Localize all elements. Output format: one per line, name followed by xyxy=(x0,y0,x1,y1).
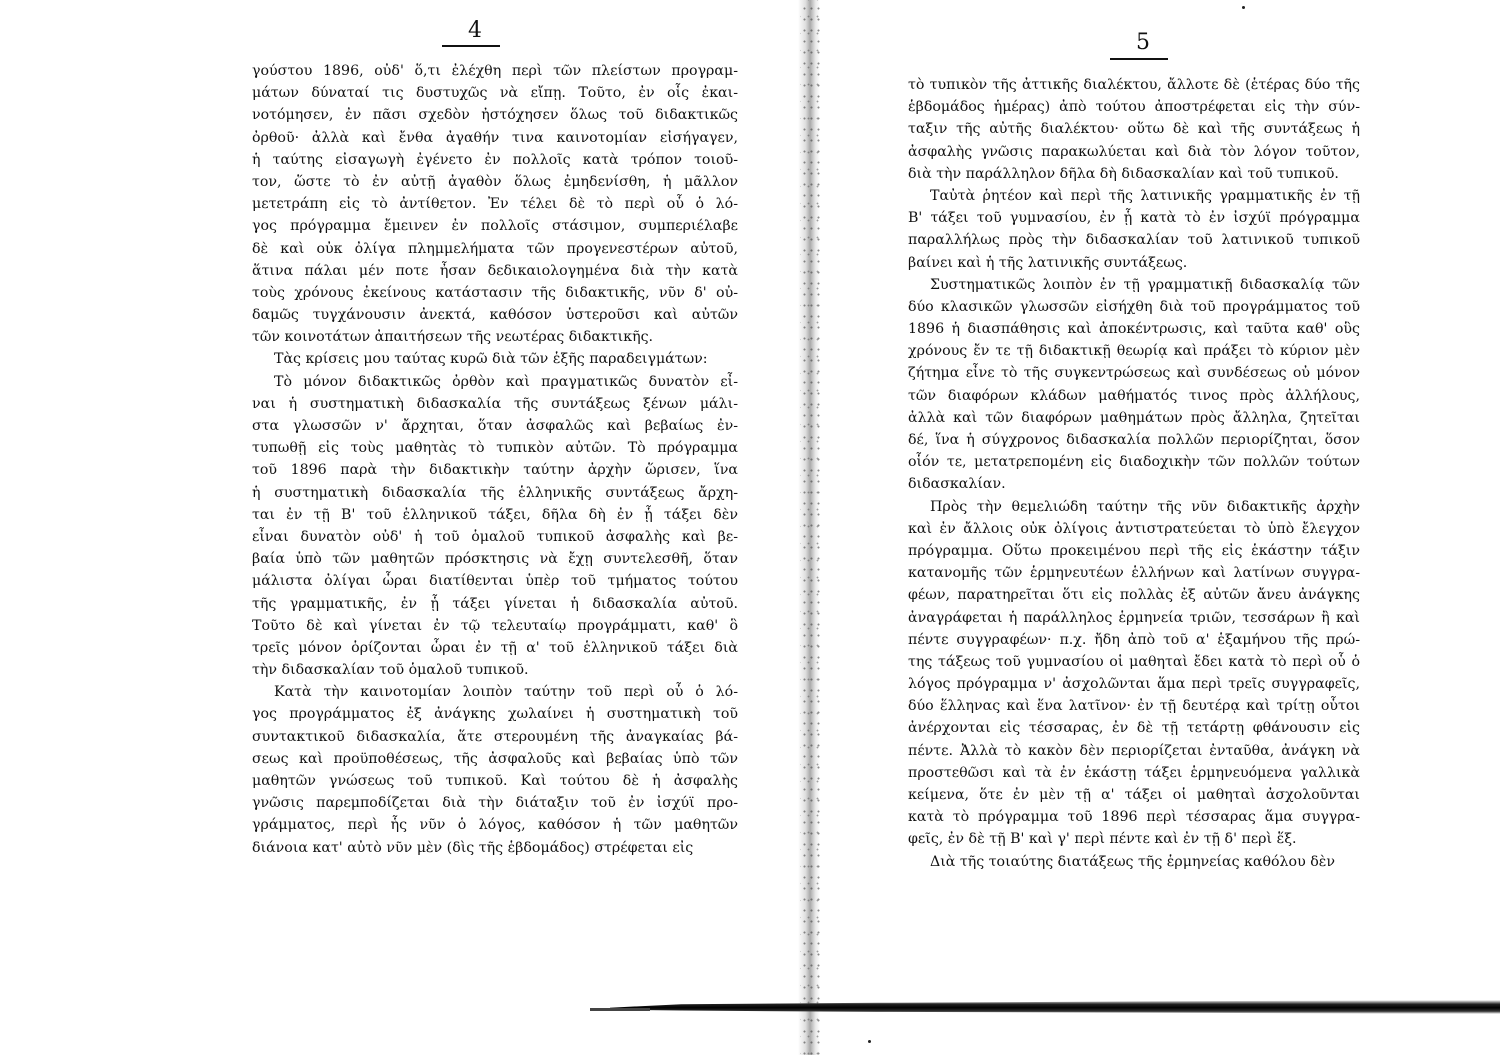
text-line: φεῖς, ἐν δὲ τῇ Β' καὶ γ' περὶ πέντε καὶ ἐν τῇ δ' περὶ ἕξ. xyxy=(908,831,1297,848)
text-line: διάνοια κατ' αὐτὸ νῦν μὲν (δὶς τῆς ἑβδομάδος) στρέφεται εἰς xyxy=(252,839,694,856)
text-line: ἀναγράφεται ἡ παράλληλος ἑρμηνεία τριῶν, τεσσάρων ἢ καὶ xyxy=(908,609,1360,626)
text-line: γος πρόγραμμα ἔμεινεν ἐν πολλοῖς στάσιμον, συμπεριέλαβε xyxy=(252,218,738,235)
text-line: κατανομῆς τῶν ἑρμηνευτέων ἑλλήνων καὶ λατίνων συγγρα- xyxy=(908,565,1360,582)
text-line: τρεῖς μόνον ὁρίζονται ὧραι ἐν τῇ α' τοῦ ἑλληνικοῦ τάξει διὰ xyxy=(252,639,738,656)
text-line: Τὸ μόνον διδακτικῶς ὀρθὸν καὶ πραγματικῶς δυνατὸν εἶ- xyxy=(274,373,738,390)
text-line: μάτων δύναταί τις δυστυχῶς νὰ εἴπῃ. Τοῦτο, ἐν οἷς ἐκαι- xyxy=(252,85,738,102)
text-line: τῶν κοινοτάτων ἀπαιτήσεων τῆς νεωτέρας διδακτικῆς. xyxy=(252,329,654,346)
text-line: γούστου 1896, οὐδ' ὅ,τι ἐλέχθη περὶ τῶν πλείστων προγραμ- xyxy=(252,63,738,79)
text-line: ἅτινα πάλαι μέν ποτε ἦσαν δεδικαιολογημένα διὰ τὴν κατὰ xyxy=(252,262,738,279)
text-line: Διὰ τῆς τοιαύτης διατάξεως τῆς ἑρμηνείας καθόλου δὲν xyxy=(930,853,1336,870)
text-line: τῶν διαφόρων κλάδων μαθήματός τινος πρὸς ἀλλήλους, xyxy=(908,387,1360,404)
text-line: πέντε συγγραφέων· π.χ. ἤδη ἀπὸ τοῦ α' ἑξαμήνου τῆς πρώ- xyxy=(908,631,1360,648)
text-line: ἀνέρχονται εἰς τέσσαρας, ἐν δὲ τῇ τετάρτῃ φθάνουσιν εἰς xyxy=(908,720,1360,737)
text-line: ἀσφαλὴς γνῶσις παρακωλύεται καὶ διὰ τὸν λόγον τοῦτον, xyxy=(908,143,1360,160)
text-line: μαθητῶν γνώσεως τοῦ τυπικοῦ. Καὶ τούτου δὲ ἡ ἀσφαλὴς xyxy=(252,773,738,789)
text-line: πρόγραμμα. Οὕτω προκειμένου περὶ τῆς εἰς ἑκάστην τάξιν xyxy=(908,542,1360,559)
page-number-rule-left xyxy=(442,45,500,47)
text-line: παραλλήλως πρὸς τὴν διδασκαλίαν τοῦ λατινικοῦ τυπικοῦ xyxy=(908,232,1360,249)
text-line: διὰ τὴν παράλληλον δῆλα δὴ διδασκαλίαν καὶ τοῦ τυπικοῦ. xyxy=(908,165,1339,182)
text-line: στα γλωσσῶν ν' ἄρχηται, ὅταν ἀσφαλῶς καὶ βεβαίως ἐν- xyxy=(252,418,738,434)
text-line: Κατὰ τὴν καινοτομίαν λοιπὸν ταύτην τοῦ περὶ οὗ ὁ λό- xyxy=(274,684,738,701)
text-line: δαμῶς τυγχάνουσιν ἀνεκτά, καθόσον ὑστεροῦσι καὶ αὐτῶν xyxy=(252,307,738,324)
gutter-scan-noise xyxy=(800,0,820,1055)
page-number-rule-right xyxy=(1110,58,1168,60)
text-line: βαίνει καὶ ἡ τῆς λατινικῆς συντάξεως. xyxy=(908,254,1188,271)
text-line: τον, ὥστε τὸ ἐν αὐτῇ ἀγαθὸν ὅλως ἐμηδενίσθη, ἡ μᾶλλον xyxy=(252,173,738,190)
text-line: Τοῦτο δὲ καὶ γίνεται ἐν τῷ τελευταίῳ προγράμματι, καθ' ὃ xyxy=(252,617,738,634)
right-page xyxy=(820,0,1500,1055)
text-line: μετετράπη εἰς τὸ ἀντίθετον. Ἐν τέλει δὲ τὸ περὶ οὗ ὁ λό- xyxy=(252,196,738,213)
text-line: γράμματος, περὶ ἧς νῦν ὁ λόγος, καθόσον ἡ τῶν μαθητῶν xyxy=(252,817,738,834)
text-line: χρόνους ἔν τε τῇ διδακτικῇ θεωρίᾳ καὶ πράξει τὸ κύριον μὲν xyxy=(908,343,1360,360)
text-line: εἶναι δυνατὸν οὐδ' ἡ τοῦ ὁμαλοῦ τυπικοῦ ἀσφαλὴς καὶ βε- xyxy=(252,528,738,545)
text-line: δύο ἕλληνας καὶ ἕνα λατῖνον· ἐν τῇ δευτέρᾳ καὶ τρίτῃ οὗτοι xyxy=(908,698,1360,715)
text-line: ἀλλὰ καὶ τῶν διαφόρων μαθημάτων πρὸς ἄλληλα, ζητεῖται xyxy=(908,409,1360,426)
text-line: νοτόμησεν, ἐν πᾶσι σχεδὸν ἠστόχησεν ὅλως τοῦ διδακτικῶς xyxy=(252,107,738,124)
text-line: δὲ καὶ οὐκ ὀλίγα πλημμελήματα τῶν προγενεστέρων αὐτοῦ, xyxy=(252,240,738,257)
text-line: Ταὐτὰ ῥητέον καὶ περὶ τῆς λατινικῆς γραμματικῆς ἐν τῇ xyxy=(930,187,1360,204)
text-line: τοὺς χρόνους ἐκείνους κατάστασιν τῆς διδακτικῆς, νῦν δ' οὐ- xyxy=(252,284,738,301)
text-line: τὴν διδασκαλίαν τοῦ ὁμαλοῦ τυπικοῦ. xyxy=(252,662,529,679)
page-number-left: 4 xyxy=(468,18,483,43)
text-line: ται ἐν τῇ Β' τοῦ ἑλληνικοῦ τάξει, δῆλα δὴ ἐν ᾗ τάξει δὲν xyxy=(252,506,738,523)
text-line: Β' τάξει τοῦ γυμνασίου, ἐν ᾗ κατὰ τὸ ἐν ἰσχύϊ πρόγραμμα xyxy=(908,210,1360,227)
left-page-text xyxy=(252,60,738,859)
right-page-text xyxy=(908,74,1360,873)
text-line: τοῦ 1896 παρὰ τὴν διδακτικὴν ταύτην ἀρχὴν ὥρισεν, ἵνα xyxy=(252,462,738,479)
text-line: 1896 ἡ διασπάθησις καὶ ἀποκέντρωσις, καὶ ταῦτα καθ' οὓς xyxy=(908,321,1360,338)
text-line: καὶ ἐν ἄλλοις οὐκ ὀλίγοις ἀντιστρατεύεται τὸ ὑπὸ ἔλεγχον xyxy=(908,520,1360,537)
text-line: Συστηματικῶς λοιπὸν ἐν τῇ γραμματικῇ διδασκαλίᾳ τῶν xyxy=(930,276,1360,293)
text-line: πέντε. Ἀλλὰ τὸ κακὸν δὲν περιορίζεται ἐνταῦθα, ἀνάγκη νὰ xyxy=(908,742,1360,759)
text-line: μάλιστα ὀλίγαι ὧραι διατίθενται ὑπὲρ τοῦ τμήματος τούτου xyxy=(252,573,738,590)
text-line: βαία ὑπὸ τῶν μαθητῶν πρόσκτησις νὰ ἔχῃ συντελεσθῆ, ὅταν xyxy=(252,551,738,568)
text-line: ἡ ταύτης εἰσαγωγὴ ἐγένετο ἐν πολλοῖς κατὰ τρόπον τοιοῦ- xyxy=(252,151,738,168)
text-line: τὸ τυπικὸν τῆς ἀττικῆς διαλέκτου, ἄλλοτε δὲ (ἑτέρας δύο τῆς xyxy=(908,77,1360,93)
scan-speck xyxy=(868,1040,871,1043)
text-line: της τάξεως τοῦ γυμνασίου οἱ μαθηταὶ ἔδει κατὰ τὸ περὶ οὗ ὁ xyxy=(908,653,1360,670)
text-line: διδασκαλίαν. xyxy=(908,476,1006,493)
text-line: ἑβδομάδος ἡμέρας) ἀπὸ τούτου ἀποστρέφεται εἰς τὴν σύν- xyxy=(908,99,1360,116)
text-line: ταξιν τῆς αὐτῆς διαλέκτου· οὕτω δὲ καὶ τῆς συντάξεως ἡ xyxy=(908,121,1360,138)
text-line: τυπωθῇ εἰς τοὺς μαθητὰς τὸ τυπικὸν αὐτῶν. Τὸ πρόγραμμα xyxy=(252,440,738,457)
text-line: τῆς γραμματικῆς, ἐν ᾗ τάξει γίνεται ἡ διδασκαλία αὐτοῦ. xyxy=(252,595,738,612)
text-line: ναι ἡ συστηματικὴ διδασκαλία τῆς συντάξεως ξένων μάλι- xyxy=(252,395,738,412)
text-line: κείμενα, ὅτε ἐν μὲν τῇ α' τάξει οἱ μαθηταὶ ἀσχολοῦνται xyxy=(908,787,1360,803)
scan-bottom-edge-line xyxy=(590,1008,650,1011)
scan-speck xyxy=(1242,6,1245,9)
text-line: κατὰ τὸ πρόγραμμα τοῦ 1896 περὶ τέσσαρας ἅμα συγγρα- xyxy=(908,809,1360,826)
text-line: ζήτημα εἶνε τὸ τῆς συγκεντρώσεως καὶ συνδέσεως οὐ μόνον xyxy=(908,365,1360,382)
text-line: ὀρθοῦ· ἀλλὰ καὶ ἔνθα ἀγαθήν τινα καινοτομίαν εἰσήγαγεν, xyxy=(252,129,738,146)
text-line: λόγος πρόγραμμα ν' ἀσχολῶνται ἅμα περὶ τρεῖς συγγραφεῖς, xyxy=(908,676,1360,693)
text-line: γνῶσις παρεμποδίζεται διὰ τὴν διάταξιν τοῦ ἐν ἰσχύϊ προ- xyxy=(252,795,738,812)
page-number-right: 5 xyxy=(1136,30,1151,55)
text-line: φέων, παρατηρεῖται ὅτι εἰς πολλὰς ἐξ αὐτῶν ἄνευ ἀνάγκης xyxy=(908,587,1360,604)
text-line: συντακτικοῦ διδασκαλία, ἅτε στερουμένη τῆς ἀναγκαίας βά- xyxy=(252,728,738,745)
text-line: Πρὸς τὴν θεμελιώδη ταύτην τῆς νῦν διδακτικῆς ἀρχὴν xyxy=(930,498,1360,515)
text-line: σεως καὶ προϋποθέσεως, τῆς ἀσφαλοῦς καὶ βεβαίας ὑπὸ τῶν xyxy=(252,750,738,767)
text-line: οἷόν τε, μετατρεπομένη εἰς διαδοχικὴν τῶν πολλῶν τούτων xyxy=(908,454,1360,471)
text-line: ἡ συστηματικὴ διδασκαλία τῆς ἑλληνικῆς συντάξεως ἄρχη- xyxy=(252,484,738,501)
text-line: δέ, ἵνα ἡ σύγχρονος διδασκαλία πολλῶν περιορίζηται, ὅσον xyxy=(908,432,1360,448)
text-line: Τὰς κρίσεις μου ταύτας κυρῶ διὰ τῶν ἑξῆς παραδειγμάτων: xyxy=(274,351,708,368)
text-line: δύο κλασικῶν γλωσσῶν εἰσήχθη διὰ τοῦ προγράμματος τοῦ xyxy=(908,298,1360,315)
text-line: προστεθῶσι καὶ τὰ ἐν ἑκάστῃ τάξει ἑρμηνευόμενα γαλλικὰ xyxy=(908,764,1360,781)
text-line: γος προγράμματος ἐξ ἀνάγκης χωλαίνει ἡ συστηματικὴ τοῦ xyxy=(252,706,738,723)
